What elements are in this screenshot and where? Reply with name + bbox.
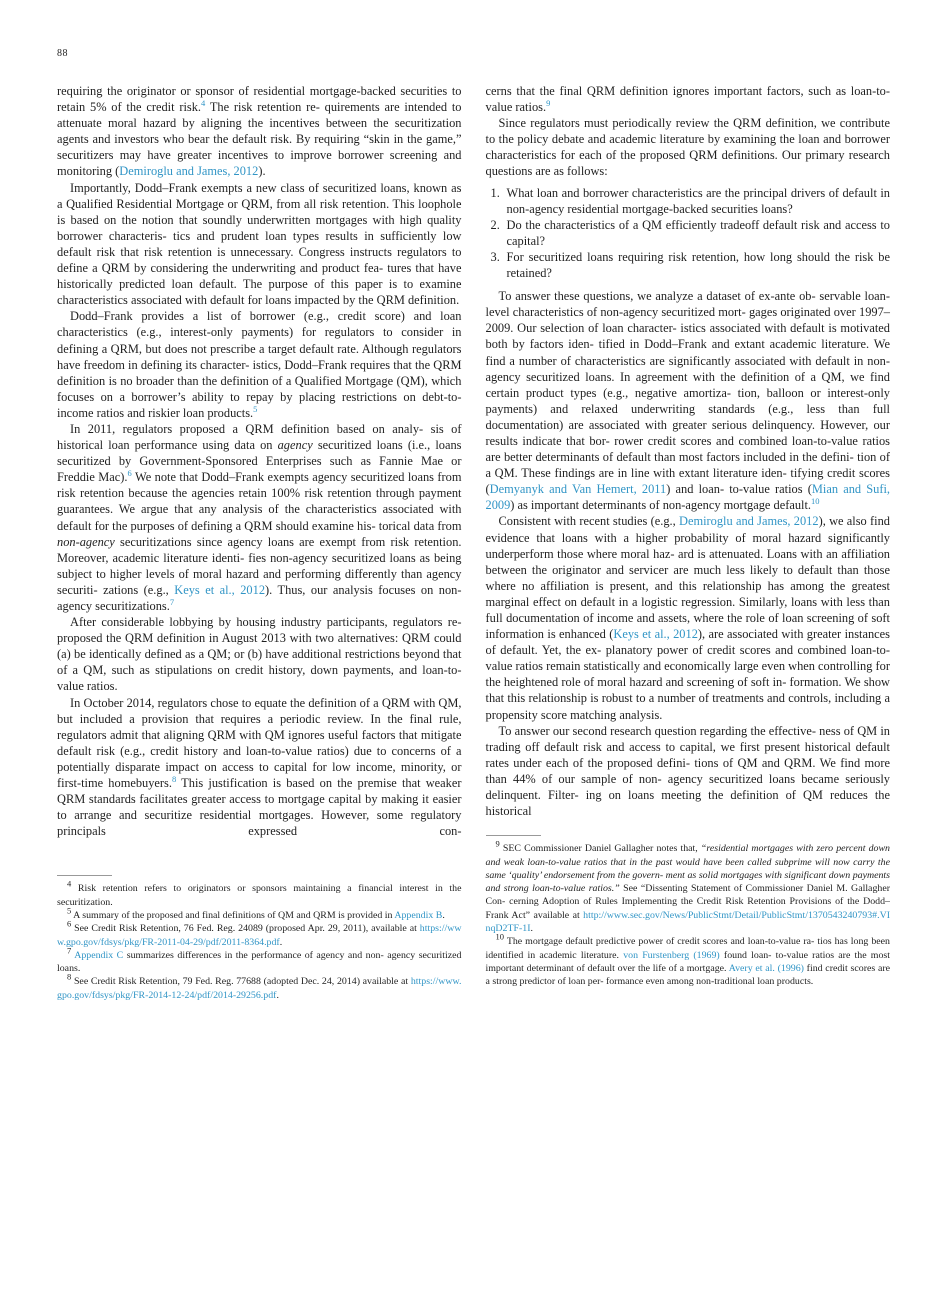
list-item-text xyxy=(507,217,891,249)
list-number: 1. xyxy=(490,185,500,200)
inline-link[interactable]: https://www.gpo.gov/fdsys/pkg/FR-2014-12-24/pdf/2014-29256.pdf xyxy=(57,976,462,1001)
footnote xyxy=(485,932,891,988)
text-run: cerns that the final QRM definition ignores important factors, such as loan-to-value ratios. xyxy=(485,84,890,115)
text-run: To answer these questions, we analyze a dataset of ex-ante ob- servable loan-level characteristics of non-agency securitized mort- gages originated over 1997–2009. Our selection of loan character- istics associated with default is motivated both by factors iden- tified in Dodd–Frank and extant academic literature. We find a number of characteristics are significantly associated with default in non- agency securitized loans. In agreement with the definition of a QM, we find certain product types (e.g., negative amortiza- tion, balloon or interest-only payments) and relaxed underwriting standards (e.g., less than full documentation) are associated with greater serious delinquency. However, our results indicate that bor- rower credit scores and combined loan-to-value ratios are better determinants of default than most factors included in the defini- tion of a QM. These findings are in line with extant literature iden- tifying credit scores ( xyxy=(485,289,890,497)
inline-link[interactable]: Demiroglu and James, 2012 xyxy=(679,514,819,529)
italic-text: agency xyxy=(277,438,313,453)
footnote-ref[interactable]: 5 xyxy=(253,403,258,414)
left-column xyxy=(57,83,462,1002)
text-run: The mortgage default predictive power of credit scores and loan-to-value ra- tios has long been identified in academic literature. xyxy=(485,936,890,961)
list-item-text xyxy=(507,185,891,217)
text-run: ), are associated with greater instances of default. Yet, the ex- planatory power of credit scores and combined loan-to-value ratios remain statistically and economically large even when controlling for the heightened role of moral hazard and screening of soft in- formation. We show that this relationship is robust to a number of treatments and controls, including a propensity score matching analysis. xyxy=(485,627,891,722)
paragraph xyxy=(57,614,462,694)
list-item-text xyxy=(507,249,891,281)
footnote xyxy=(57,945,462,976)
text-run: summarizes differences in the performance of agency and non- agency securitized loans. xyxy=(57,949,462,975)
text-run: In 2011, regulators proposed a QRM definition based on analy- sis of historical loan performance using data on xyxy=(57,421,462,453)
right-column xyxy=(486,83,891,1002)
footnote xyxy=(57,879,462,909)
inline-link[interactable]: Keys et al., 2012 xyxy=(174,582,266,597)
footnote-marker: 8 xyxy=(67,972,72,983)
list-item xyxy=(486,217,891,249)
footnote-divider xyxy=(57,875,112,876)
inline-link[interactable]: Demiroglu and James, 2012 xyxy=(119,164,259,179)
footnote xyxy=(57,919,462,949)
inline-link[interactable]: Mian and Sufi, 2009 xyxy=(485,482,891,513)
footnote-ref[interactable]: 6 xyxy=(127,468,132,479)
text-run: found loan- to-value ratios are the most important determinant of default over the life of a mortgage. xyxy=(485,949,891,974)
paragraph xyxy=(486,115,891,179)
text-run: We note that Dodd–Frank exempts agency securitized loans from risk retention because the agencies retain 100% risk retention through payment guarantees. We argue that any analysis of the characteristics associated with default for the purposes of defining a QRM should examine his- torical data from xyxy=(57,470,462,533)
paragraph xyxy=(57,83,462,180)
text-run: Risk retention refers to originators or sponsors maintaining a financial interest in the securitization. xyxy=(57,883,462,908)
footnote-ref[interactable]: 10 xyxy=(811,496,820,507)
paragraph xyxy=(486,723,891,820)
text-run: The risk retention re- quirements are intended to attenuate moral hazard by aligning the incentives between the securitization agents and investors who bear the default risk. By requiring “skin in the game,” securitizers may have greater incentives to improve borrower screening and monitoring ( xyxy=(57,100,462,179)
paragraph xyxy=(57,308,462,421)
text-run: This justification is based on the premise that weaker QRM standards facilitates greater access to mortgage capital by making it easier to arrange and securitize residential mortgages. However, some regulatory principals expressed con- xyxy=(57,776,462,839)
footnote-ref[interactable]: 7 xyxy=(169,596,175,607)
two-column-layout xyxy=(57,83,890,1002)
text-run: . xyxy=(279,936,283,948)
text-run: After considerable lobbying by housing industry participants, regulators re-proposed the QRM definition in August 2013 with two alternatives: QRM could (a) be identically defined as a QM; or (b) have additional restrictions beyond that of a QM, such as stipulations on credit history, down payments, and loan-to-value ratios. xyxy=(57,615,462,694)
paragraph xyxy=(57,180,462,309)
text-run: securitized loans (i.e., loans securitized by Government-Sponsored Enterprises such as Fannie Mae or Freddie Mac). xyxy=(57,438,462,485)
italic-text: non-agency xyxy=(57,534,115,549)
text-run: SEC Commissioner Daniel Gallagher notes that, xyxy=(499,843,701,855)
inline-link[interactable]: Keys et al., 2012 xyxy=(613,627,698,642)
text-run: What loan and borrower characteristics are the principal drivers of default in non-agency residential mortgage-backed securities loans? xyxy=(506,185,890,216)
text-run: Since regulators must periodically review the QRM definition, we contribute to the policy debate and academic literature by examining the loan and borrower characteristics for each of the proposed QRM definitions. Our primary research questions are as follows: xyxy=(485,116,890,179)
text-run: A summary of the proposed and final definitions of QM and QRM is provided in xyxy=(71,910,395,921)
footnote xyxy=(57,905,462,922)
text-run: securitizations since agency loans are exempt from risk retention. Moreover, academic literature identi- fies non-agency securitized loans as being subject to higher levels of moral hazard and performing differently than agency securiti- zations (e.g., xyxy=(57,534,462,597)
paragraph xyxy=(57,695,462,840)
list-number: 3. xyxy=(490,249,500,264)
inline-link[interactable]: Appendix B xyxy=(394,910,443,921)
text-run: . xyxy=(276,989,279,1001)
footnote-ref[interactable]: 9 xyxy=(546,97,551,108)
inline-link[interactable]: Appendix C xyxy=(74,949,124,961)
research-questions-list xyxy=(486,185,891,282)
text-run: Importantly, Dodd–Frank exempts a new class of securitized loans, known as a Qualified Residential Mortgage or QRM, from all risk retention. This loophole is based on the notion that soundly underwritten mortgages with high quality borrower characteris- tics and prudent loan types results in sufficiently low default risk that risk retention is unnecessary. Congress instructs regulators to define a QRM by considering the underwriting and product fea- tures that have historically predicted loan default. The purpose of this paper is to examine characteristics associated with default for loans impacted by the QRM definition. xyxy=(57,180,462,308)
paragraph xyxy=(486,513,891,722)
italic-text: “residential mortgages with zero percent down and weak loan-to-value ratios that in the past would have been called subprime will now carry the same ‘quality’ endorsement from the govern- ment as solid mortgages with significant down payments and strong loan-to-value ratios.” xyxy=(485,843,890,895)
footnotes-left xyxy=(57,875,462,1002)
text-run: Dodd–Frank provides a list of borrower (e.g., credit score) and loan characteristics (e.g., interest-only payments) for regulators to consider in defining a QRM, but does not prescribe a target default rate. Although regulators have freedom in defining its character- istics, Dodd–Frank requires that the QRM definition is no broader than the definition of a Qualified Mortgage (QM), which focuses on a borrower’s ability to repay by placing restrictions on debt-to- income ratios and riskier loan products. xyxy=(57,309,462,420)
list-item xyxy=(486,185,891,217)
inline-link[interactable]: von Furstenberg (1969) xyxy=(623,949,720,961)
text-run: ) as important determinants of non-agency mortgage default. xyxy=(510,498,811,513)
list-item xyxy=(486,249,891,281)
page-number: 88 xyxy=(57,48,68,59)
text-run: For securitized loans requiring risk retention, how long should the risk be retained? xyxy=(506,249,890,281)
text-run: To answer our second research question regarding the effective- ness of QM in trading off default risk and access to capital, we first present historical default rates under each of the proposed defini- tions of QM and QRM. We find more than 44% of our sample of non- agency securitized loans became seriously delinquent. Filter- ing on loans meeting the definition of QM reduces the historical xyxy=(485,723,890,819)
footnote xyxy=(57,972,462,1002)
text-run: find credit scores are a strong predictor of loan per- formance even among non-traditional loan products. xyxy=(485,962,890,988)
text-run: See Credit Risk Retention, 76 Fed. Reg. 24089 (proposed Apr. 29, 2011), available at xyxy=(71,923,420,935)
text-run: Do the characteristics of a QM efficiently tradeoff default risk and access to capital? xyxy=(506,217,890,248)
text-run: Consistent with recent studies (e.g., xyxy=(498,514,680,529)
footnote-marker: 10 xyxy=(495,932,504,942)
footnote-marker: 6 xyxy=(67,919,72,929)
inline-link[interactable]: https://www.gpo.gov/fdsys/pkg/FR-2011-04-29/pdf/2011-8364.pdf xyxy=(57,923,462,948)
inline-link[interactable]: http://www.sec.gov/News/PublicStmt/Detail/PublicStmt/1370543240793#.VInqD2TF-1I xyxy=(485,909,890,934)
footnote-ref[interactable]: 8 xyxy=(171,773,177,784)
text-run: . xyxy=(442,910,445,921)
paragraph xyxy=(486,288,891,513)
footnote xyxy=(485,838,891,935)
text-run: ) and loan- to-value ratios ( xyxy=(666,482,812,497)
inline-link[interactable]: Demyanyk and Van Hemert, 2011 xyxy=(489,482,667,497)
footnotes-right xyxy=(486,835,891,988)
text-run: See Credit Risk Retention, 79 Fed. Reg. 77688 (adopted Dec. 24, 2014) available at xyxy=(71,976,411,988)
list-number: 2. xyxy=(490,217,500,232)
text-run: ). xyxy=(258,164,266,179)
footnote-marker: 4 xyxy=(67,879,72,890)
text-run: In October 2014, regulators chose to equate the definition of a QRM with QM, but included a provision that requires a periodic review. In the final rule, regulators admit that aligning QRM with QM ignores useful factors that mitigate default risk (e.g., credit history and loan-to-value ratios) due to concerns of a potentially disparate impact on access to capital for low income, minority, or first-time homebuyers. xyxy=(57,695,462,791)
footnote-marker: 9 xyxy=(495,838,500,849)
text-run: requiring the originator or sponsor of residential mortgage-backed securities to retain 5% of the credit risk. xyxy=(57,84,462,115)
paragraph xyxy=(57,421,462,614)
text-run: See “Dissenting Statement of Commissioner Daniel M. Gallagher Con- cerning Adoption of Rules Implementing the Credit Risk Retention Provisions of the Dodd–Frank Act” available at xyxy=(485,883,890,921)
text-run: . xyxy=(530,923,533,934)
footnote-marker: 7 xyxy=(67,945,72,956)
text-run: ). Thus, our analysis focuses on non- agency securitizations. xyxy=(57,582,462,613)
inline-link[interactable]: Avery et al. (1996) xyxy=(728,962,804,974)
paragraph xyxy=(486,83,891,115)
footnote-ref[interactable]: 4 xyxy=(201,97,206,108)
footnote-divider xyxy=(486,835,541,836)
text-run: ), we also find evidence that loans with a higher probability of moral hazard significantly underperform those where moral haz- ard is attenuated. Loans with an affiliation between the originator and servicer are much less likely to default than those where no affiliation is present, and this relationship has among the greatest marginal effect on default in a logistic regression. Similarly, loans with less than full documentation of income and assets, where the role of loan screening of soft information is enhanced ( xyxy=(485,514,890,642)
footnote-marker: 5 xyxy=(67,905,72,916)
